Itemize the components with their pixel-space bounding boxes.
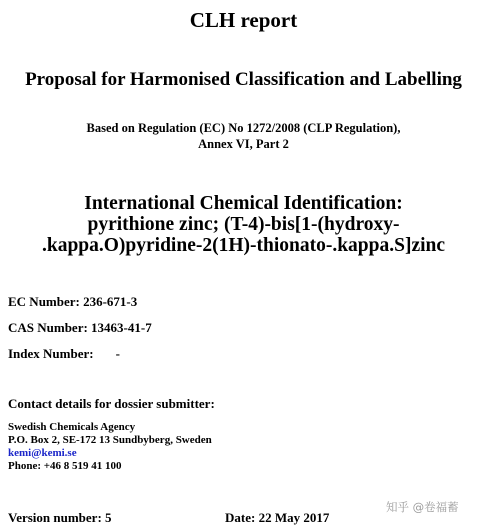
- index-number: [8, 346, 120, 362]
- regulation-reference: [0, 120, 487, 152]
- report-subtitle: Proposal for Harmonised Classification and Labelling: [25, 69, 462, 90]
- submitter-org: Swedish Chemicals Agency: [8, 421, 136, 433]
- report-date: Date: 22 May 2017: [225, 510, 330, 525]
- chemical-identification: [0, 193, 487, 256]
- submitter-email-link[interactable]: kemi@kemi.se: [8, 447, 77, 459]
- submitter-details: [8, 421, 212, 473]
- version-number: Version number: 5: [8, 510, 112, 525]
- report-title: CLH report: [189, 8, 298, 32]
- watermark: 知乎 @卷福蓄: [386, 500, 459, 514]
- index-number-label: Index Number:: [8, 346, 94, 361]
- ici-name-line-1: pyrithione zinc; (T-4)-bis[1-(hydroxy-: [87, 214, 400, 235]
- ici-heading: International Chemical Identification:: [84, 193, 403, 214]
- ici-name-line-2: .kappa.O)pyridine-2(1H)-thionato-.kappa.S]zinc: [41, 235, 446, 256]
- regulation-line-1: Based on Regulation (EC) No 1272/2008 (CLP Regulation),: [86, 121, 401, 135]
- contact-heading: Contact details for dossier submitter:: [8, 396, 215, 411]
- submitter-address: P.O. Box 2, SE-172 13 Sundbyberg, Sweden: [8, 434, 212, 446]
- cas-number: CAS Number: 13463-41-7: [8, 320, 152, 335]
- ec-number: EC Number: 236-671-3: [8, 294, 138, 309]
- submitter-phone: Phone: +46 8 519 41 100: [8, 460, 122, 472]
- index-number-value: -: [115, 346, 120, 361]
- regulation-line-2: Annex VI, Part 2: [198, 137, 289, 151]
